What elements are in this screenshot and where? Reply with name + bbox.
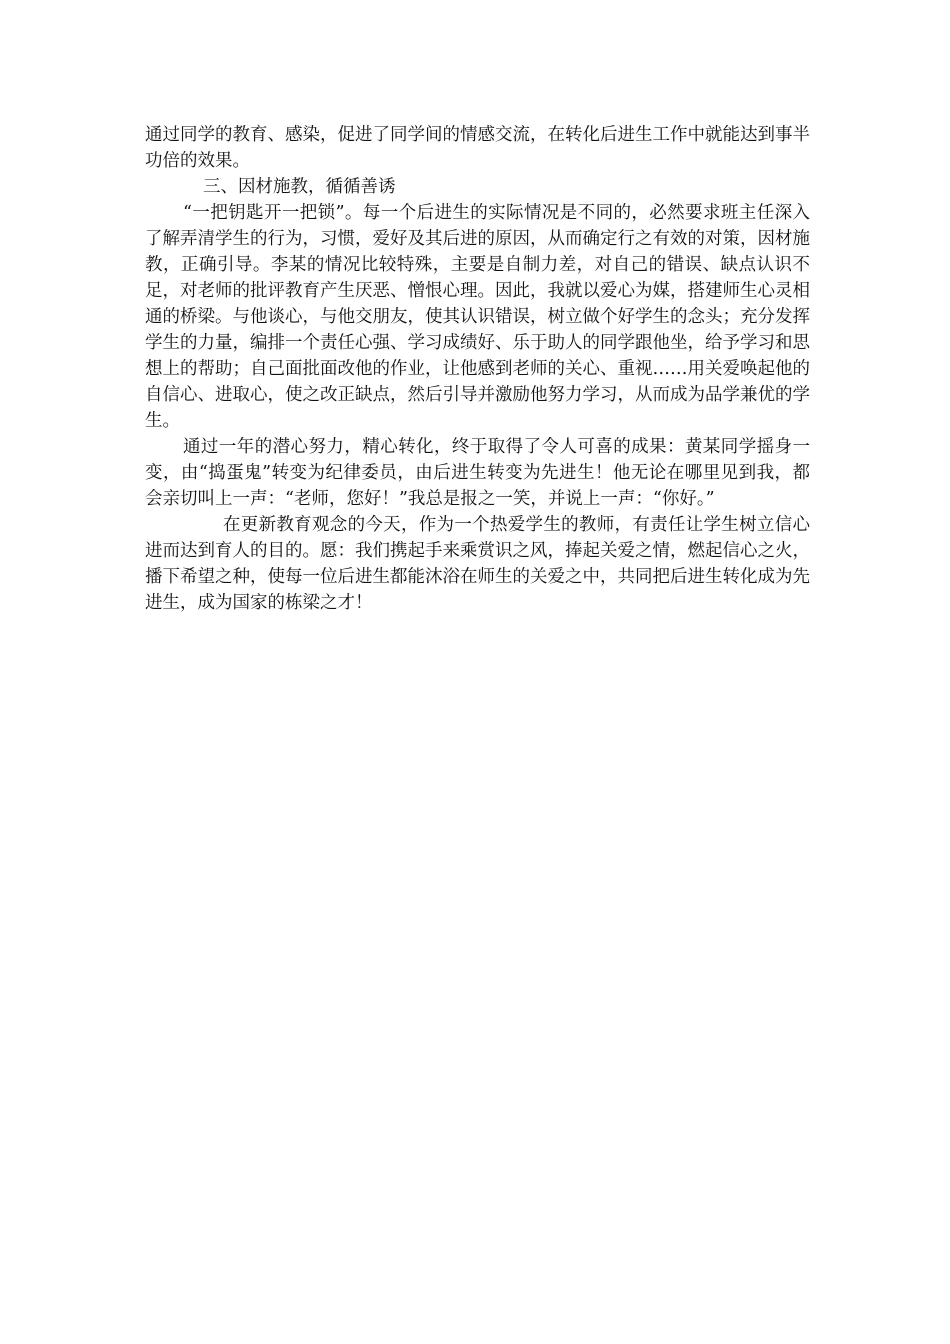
section-heading: 三、因材施教，循循善诱 bbox=[203, 177, 396, 197]
paragraph-results: 通过一年的潜心努力，精心转化，终于取得了令人可喜的成果：黄某同学摇身一变，由“捣蛋鬼”转变为纪律委员，由后进生转变为先进生！他无论在哪里见到我，都会亲切叫上一声：“老师，您好！”我总是报之一笑，并说上一声：“你好。” bbox=[145, 437, 810, 509]
document-body bbox=[145, 122, 810, 616]
paragraph-conclusion: 在更新教育观念的今天，作为一个热爱学生的教师，有责任让学生树立信心进而达到育人的目的。愿：我们携起手来乘赏识之风，捧起关爱之情，燃起信心之火，播下希望之种，使每一位后进生都能沐浴在师生的关爱之中，共同把后进生转化成为先进生，成为国家的栋梁之才！ bbox=[145, 515, 810, 613]
paragraph-continuation: 通过同学的教育、感染，促进了同学间的情感交流，在转化后进生工作中就能达到事半功倍的效果。 bbox=[145, 125, 810, 171]
paragraph-one-key-one-lock: “一把钥匙开一把锁”。每一个后进生的实际情况是不同的，必然要求班主任深入了解弄清学生的行为，习惯，爱好及其后进的原因，从而确定行之有效的对策，因材施教，正确引导。李某的情况比较特殊，主要是自制力差，对自己的错误、缺点认识不足，对老师的批评教育产生厌恶、憎恨心理。因此，我就以爱心为媒，搭建师生心灵相通的桥梁。与他谈心，与他交朋友，使其认识错误，树立做个好学生的念头；充分发挥学生的力量，编排一个责任心强、学习成绩好、乐于助人的同学跟他坐，给予学习和思想上的帮助；自己面批面改他的作业，让他感到老师的关心、重视……用关爱唤起他的自信心、进取心，使之改正缺点，然后引导并激励他努力学习，从而成为品学兼优的学生。 bbox=[145, 203, 810, 431]
